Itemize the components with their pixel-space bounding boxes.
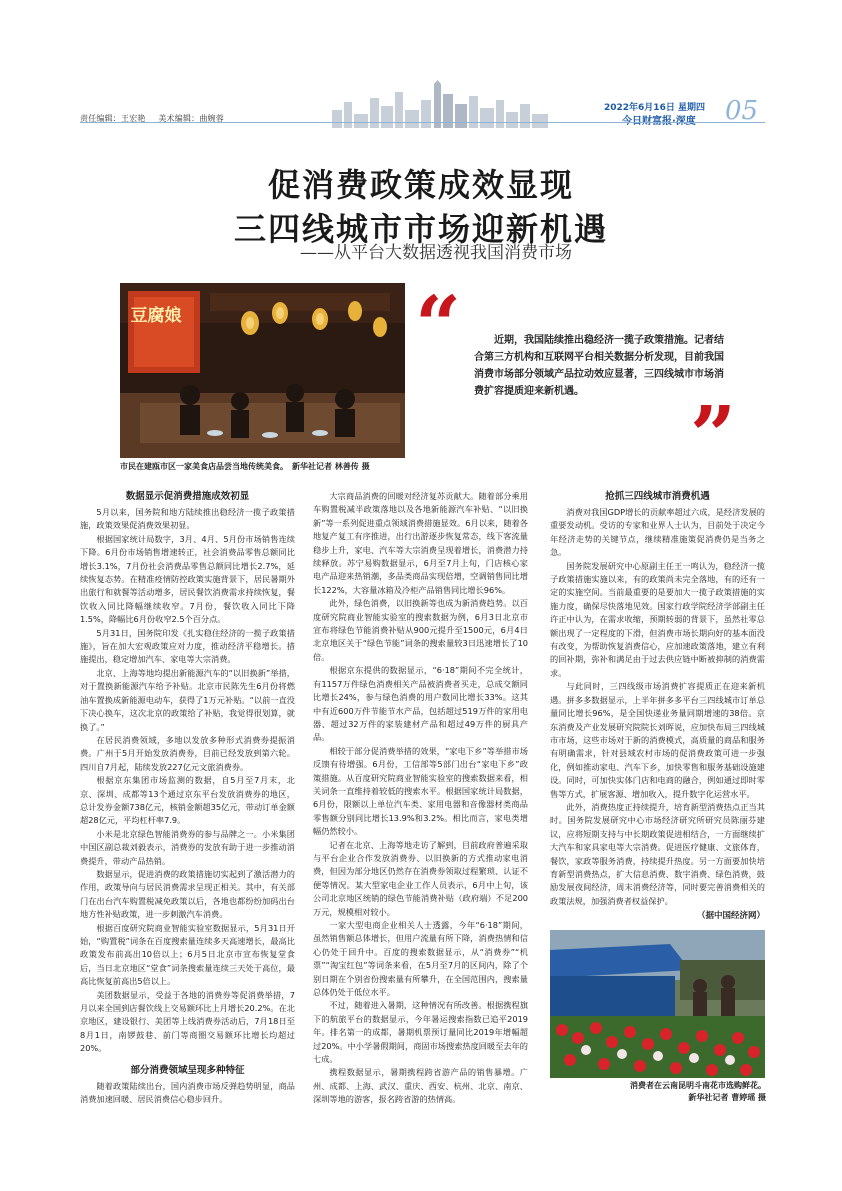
source-credit: （据中国经济网）: [696, 911, 765, 922]
col2-paragraph: 携程数据显示，暑期携程跨省游产品的销售暴增。广州、成都、上海、武汉、重庆、西安、杭州、北京、南京、深圳等地的游客，报名跨省游的热情高。: [313, 1067, 528, 1105]
art-editor-credit: 美术编辑：曲婉蓉: [158, 114, 224, 123]
header-rule: [80, 122, 765, 123]
col3-paragraph: 此外，消费热度正持续提升，培育新型消费热点正当其时。国务院发展研究中心市场经济研究所研究员陈丽芬建议，应将短期支持与中长期政策促进相结合，一方面继续扩大汽车和家具家电等大宗消费。促进医疗健康、文旅体育，餐饮，家政等服务消费，持续提升热度。另一方面要加快培育新型消费热点，扩大信息消费、数字消费、绿色消费，鼓励发展夜间经济，周末消费经济等，同时要完善消费相关的政策法规，加强消费者权益保护。: [550, 801, 765, 906]
col1-paragraph: 随着政策陆续出台，国内消费市场反弹趋势明显，商品消费加速回暖、居民消费信心稳步回升。: [80, 1080, 295, 1105]
col1-paragraph: 小米是北京绿色智能消费券的参与品牌之一。小米集团中国区副总裁刘毅表示，消费券的发放有助于进一步推动消费提升，带动产品热销。: [80, 828, 295, 866]
flower-market-photo: [550, 930, 765, 1078]
section-name: 今日财富报·深度: [622, 116, 696, 127]
column3-heading: 抢抓三四线城市消费机遇: [605, 491, 710, 502]
photo1-caption: 市民在建瓯市区一家美食店品尝当地传统美食。 新华社记者 林善传 摄: [120, 462, 370, 471]
restaurant-sign-text: 豆腐娘: [130, 306, 182, 326]
issue-date: 2022年6月16日 星期四: [604, 103, 705, 113]
close-quote-mark: ”: [690, 388, 737, 482]
article-column-2: [313, 490, 528, 1107]
col1-paragraph: 根据京东集团市场监测的数据，自5月至7月末，北京、深圳、成都等13个通过京东平台发放消费券的地区，总计发券金额738亿元，核销金额超35亿元，带动订单金额超28亿元，平均杠杆率7.9。: [80, 775, 295, 826]
city-skyline-graphic: [330, 80, 550, 128]
headline-line-2: 三四线城市市场迎新机遇: [233, 210, 608, 248]
col1-paragraph: 根据国家统计局数字，3月、4月、5月份市场销售连续下降。6月份市场销售增速转正，社会消费品零售总额同比增长3.1%，7月份社会消费品零售总额同比增长2.7%，延续恢复态势。在精准疫情防控政策实施背景下，居民暑期外出旅行和就餐等活动增多，居民餐饮消费需求持续恢复，餐饮收入同比降幅继续收窄。7月份，餐饮收入同比下降1.5%，降幅比6月份收窄2.5个百分点。: [80, 533, 295, 625]
col3-paragraph: 国务院发展研究中心原副主任王一鸣认为，稳经济一揽子政策措施实施以来，有的政策尚未完全落地，有的还有一定的实施空间。当前最重要的是要加大一揽子政策措施的实施力度，确保尽快落地见效。国家行政学院经济学部副主任许正中认为，在需求收缩，预期转弱的背景下，虽然社零总额出现了一定程度的下滑，但消费市场长期向好的基本面没有改变，为帮助恢复消费信心，应加速政策落地，建立有利的回补期，弥补和满足由于过去供应链中断被抑制的消费需求。: [550, 560, 765, 678]
col2-paragraph: 大宗商品消费的回暖对经济复苏贡献大。随着部分乘用车购置税减半政策落地以及各地新能源汽车补贴、“以旧换新”等一系列促进重点领域消费措施显效。6月以来，随着各地复产复工有序推进，出行出游逐步恢复常态，线下客流量稳步上升，家电、汽车等大宗消费呈现着增长，消费潜力持续释放。苏宁易购数据显示，6月至7月上旬，门店核心家电产品迎来热销潮，多品类商品实现倍增，空调销售同比增长122%，大容量冰箱及冷柜产品销售同比增长96%。: [313, 491, 528, 595]
article-column-1: [80, 490, 295, 1106]
col1-paragraph: 北京、上海等地均提出新能源汽车的“以旧换新”举措，对于置换新能源汽车给予补贴。北京市民陈先生6月份将燃油车置换成新能源电动车，获得了1万元补贴。“以前一直没下决心换车，这次北京的政策给了补贴，我觉得很划算，就换了。”: [80, 667, 295, 732]
col1-paragraph: 数据显示，促进消费的政策措施切实起到了激活潜力的作用，政策导向与居民消费需求呈现正相关。其中，有关部门在出台汽车购置税减免政策以后，各地也都纷纷加码出台地方性补贴政策，进一步刺激汽车消费。: [80, 868, 295, 920]
col1-paragraph: 在居民消费领域，多地以发放多种形式消费券提振消费。广州于5月开始发放消费券，目前已经发放到第六轮。四川自7月起，陆续发放227亿元文旅消费券。: [80, 734, 295, 772]
article-column-3: [550, 490, 765, 924]
col2-paragraph: 一家大型电商企业相关人士透露，今年“6·18”期间，虽然销售额总体增长，但用户流量有所下降，消费热情和信心仍处于回升中。百度的搜索数据显示，从“消费券”“机票”“淘宝红包”等词条来看，在5月至7月的区间内，除了个别日期在个别省份搜索量有所攀升，在全国范围内，搜索量总体仍处于低位水平。: [313, 920, 528, 998]
col2-paragraph: 不过，随着进入暑期，这种情况有所改善。根据携程旗下的航旅平台的数据显示，今年暑运搜索指数已追平2019年。排名第一的成都，暑期机票预订量同比2019年增幅超过20%。中小学暑假期间，商固市场搜索热度回暖至去年的七成。: [313, 1000, 528, 1065]
photo2-caption-line2: 新华社记者 曹婷瑶 摄: [688, 1093, 766, 1102]
page-number: 05: [725, 96, 759, 126]
subheadline: ——从平台大数据透视我国消费市场: [300, 243, 572, 263]
col2-paragraph: 此外，绿色消费，以旧换新等也成为新消费趋势。以百度研究院商业智能实验室的搜索数据为例，6月3日北京市宣布将绿色节能消费补贴从900元提升至1500元，6月4日北京地区关于“绿色节能”词条的搜索量较3日迅速增长了10倍。: [313, 598, 528, 662]
column1-heading: 数据显示促消费措施成效初显: [125, 491, 250, 502]
lead-paragraph: 近期，我国陆续推出稳经济一揽子政策措施。记者结合第三方机构和互联网平台相关数据分析发现，目前我国消费市场部分领域产品拉动效应显著，三四线城市市场消费扩容提质迎来新机遇。: [474, 335, 724, 397]
col1-paragraph: 5月以来，国务院和地方陆续推出稳经济一揽子政策措施，政策效果促消费效果初显。: [80, 507, 295, 531]
col3-paragraph: 与此同时，三四线级市场消费扩容提质正在迎来新机遇。拼多多数据显示，上半年拼多多平台三四线城市订单总量同比增长96%，是全国快递业务量同期增速的38倍。京东消费及产业发展研究院院长刘晖说，应加快布局三四线城市市场，这些市场对于新的消费模式，高质量的商品和服务有明确需求，针对县域农村市场的促消费政策可进一步强化，例如推动家电、汽车下乡，加快零售和服务基础设施建设。同时，可加快实体门店和电商的融合，例如通过即时零售等方式，扩展客源、增加收入，提升数字化运营水平。: [550, 681, 765, 799]
open-quote-mark: “: [415, 278, 462, 372]
editor-credit: 责任编辑：王宏艳: [80, 114, 146, 123]
photo2-caption-line1: 消费者在云南昆明斗南花市选购鲜花。: [630, 1081, 766, 1090]
col3-paragraph: 消费对我国GDP增长的贡献率超过六成，是经济发展的重要发动机。受访的专家和业界人士认为，目前处于决定今年经济走势的关键节点，继续精准施策促消费仍是当务之急。: [550, 507, 765, 558]
col1-paragraph: 5月31日，国务院印发《扎实稳住经济的一揽子政策措施》，旨在加大宏观政策应对力度，推动经济平稳增长。措施提出，稳定增加汽车、家电等大宗消费。: [80, 627, 295, 665]
col2-paragraph: 相较于部分促消费举措的效果，“家电下乡”等举措市场反馈有待增强。6月份，工信部等5部门出台“家电下乡”政策措施。从百度研究院商业智能实验室的搜索数据来看，相关词条一直维持着较低的搜索水平。根据国家统计局数据，6月份，限额以上单位汽车类、家用电器和音像器材类商品零售额分别同比增长13.9%和3.2%。相比而言，家电类增幅仍然较小。: [313, 745, 528, 837]
col1-paragraph: 美团数据显示，受益于各地的消费券等促消费举措，7月以来全国到店餐饮线上交易额环比上月增长20.2%。在北京地区，建设银行、美团等上线消费券活动后，7月18日至8月1日，南锣鼓巷、前门等商圈交易额环比增长均超过20%。: [80, 989, 295, 1054]
col2-paragraph: 根据京东提供的数据显示，“6·18”期间不完全统计，有1157万件绿色消费相关产品被消费者买走，总成交额同比增长24%，参与绿色消费的用户数同比增长33%。这其中有近600万件节能节水产品，包括超过519万件的家用电器、超过32万件的家装建材产品和超过49万件的厨具产品。: [313, 665, 528, 743]
headline-line-1: 促消费政策成效显现: [267, 166, 574, 204]
column1-heading-2: 部分消费领域呈现多种特征: [130, 1064, 245, 1076]
photo2-caption: [596, 1080, 766, 1104]
col2-paragraph: 记者在北京、上海等地走访了解到，目前政府普遍采取与平台企业合作发放消费券、以旧换新的方式推动家电消费，但因为部分地区仍然存在消费券领取过程繁琐、认证不便等情况。某大型家电企业工作人员表示，6月中上旬，该公司北京地区统销的绿色节能消费补贴（政府端）不足200万元，规模相对较小。: [313, 839, 528, 917]
col1-paragraph: 根据百度研究院商业智能实验室数据显示，5月31日开始，“购置税”词条在百度搜索量连续多天高速增长，最高比政策发布前高出10倍以上；6月5日北京市宣布恢复堂食后，当日北京地区“堂食”词条搜索量连续三天处于高位，最高比恢复前高出5倍以上。: [80, 922, 295, 987]
